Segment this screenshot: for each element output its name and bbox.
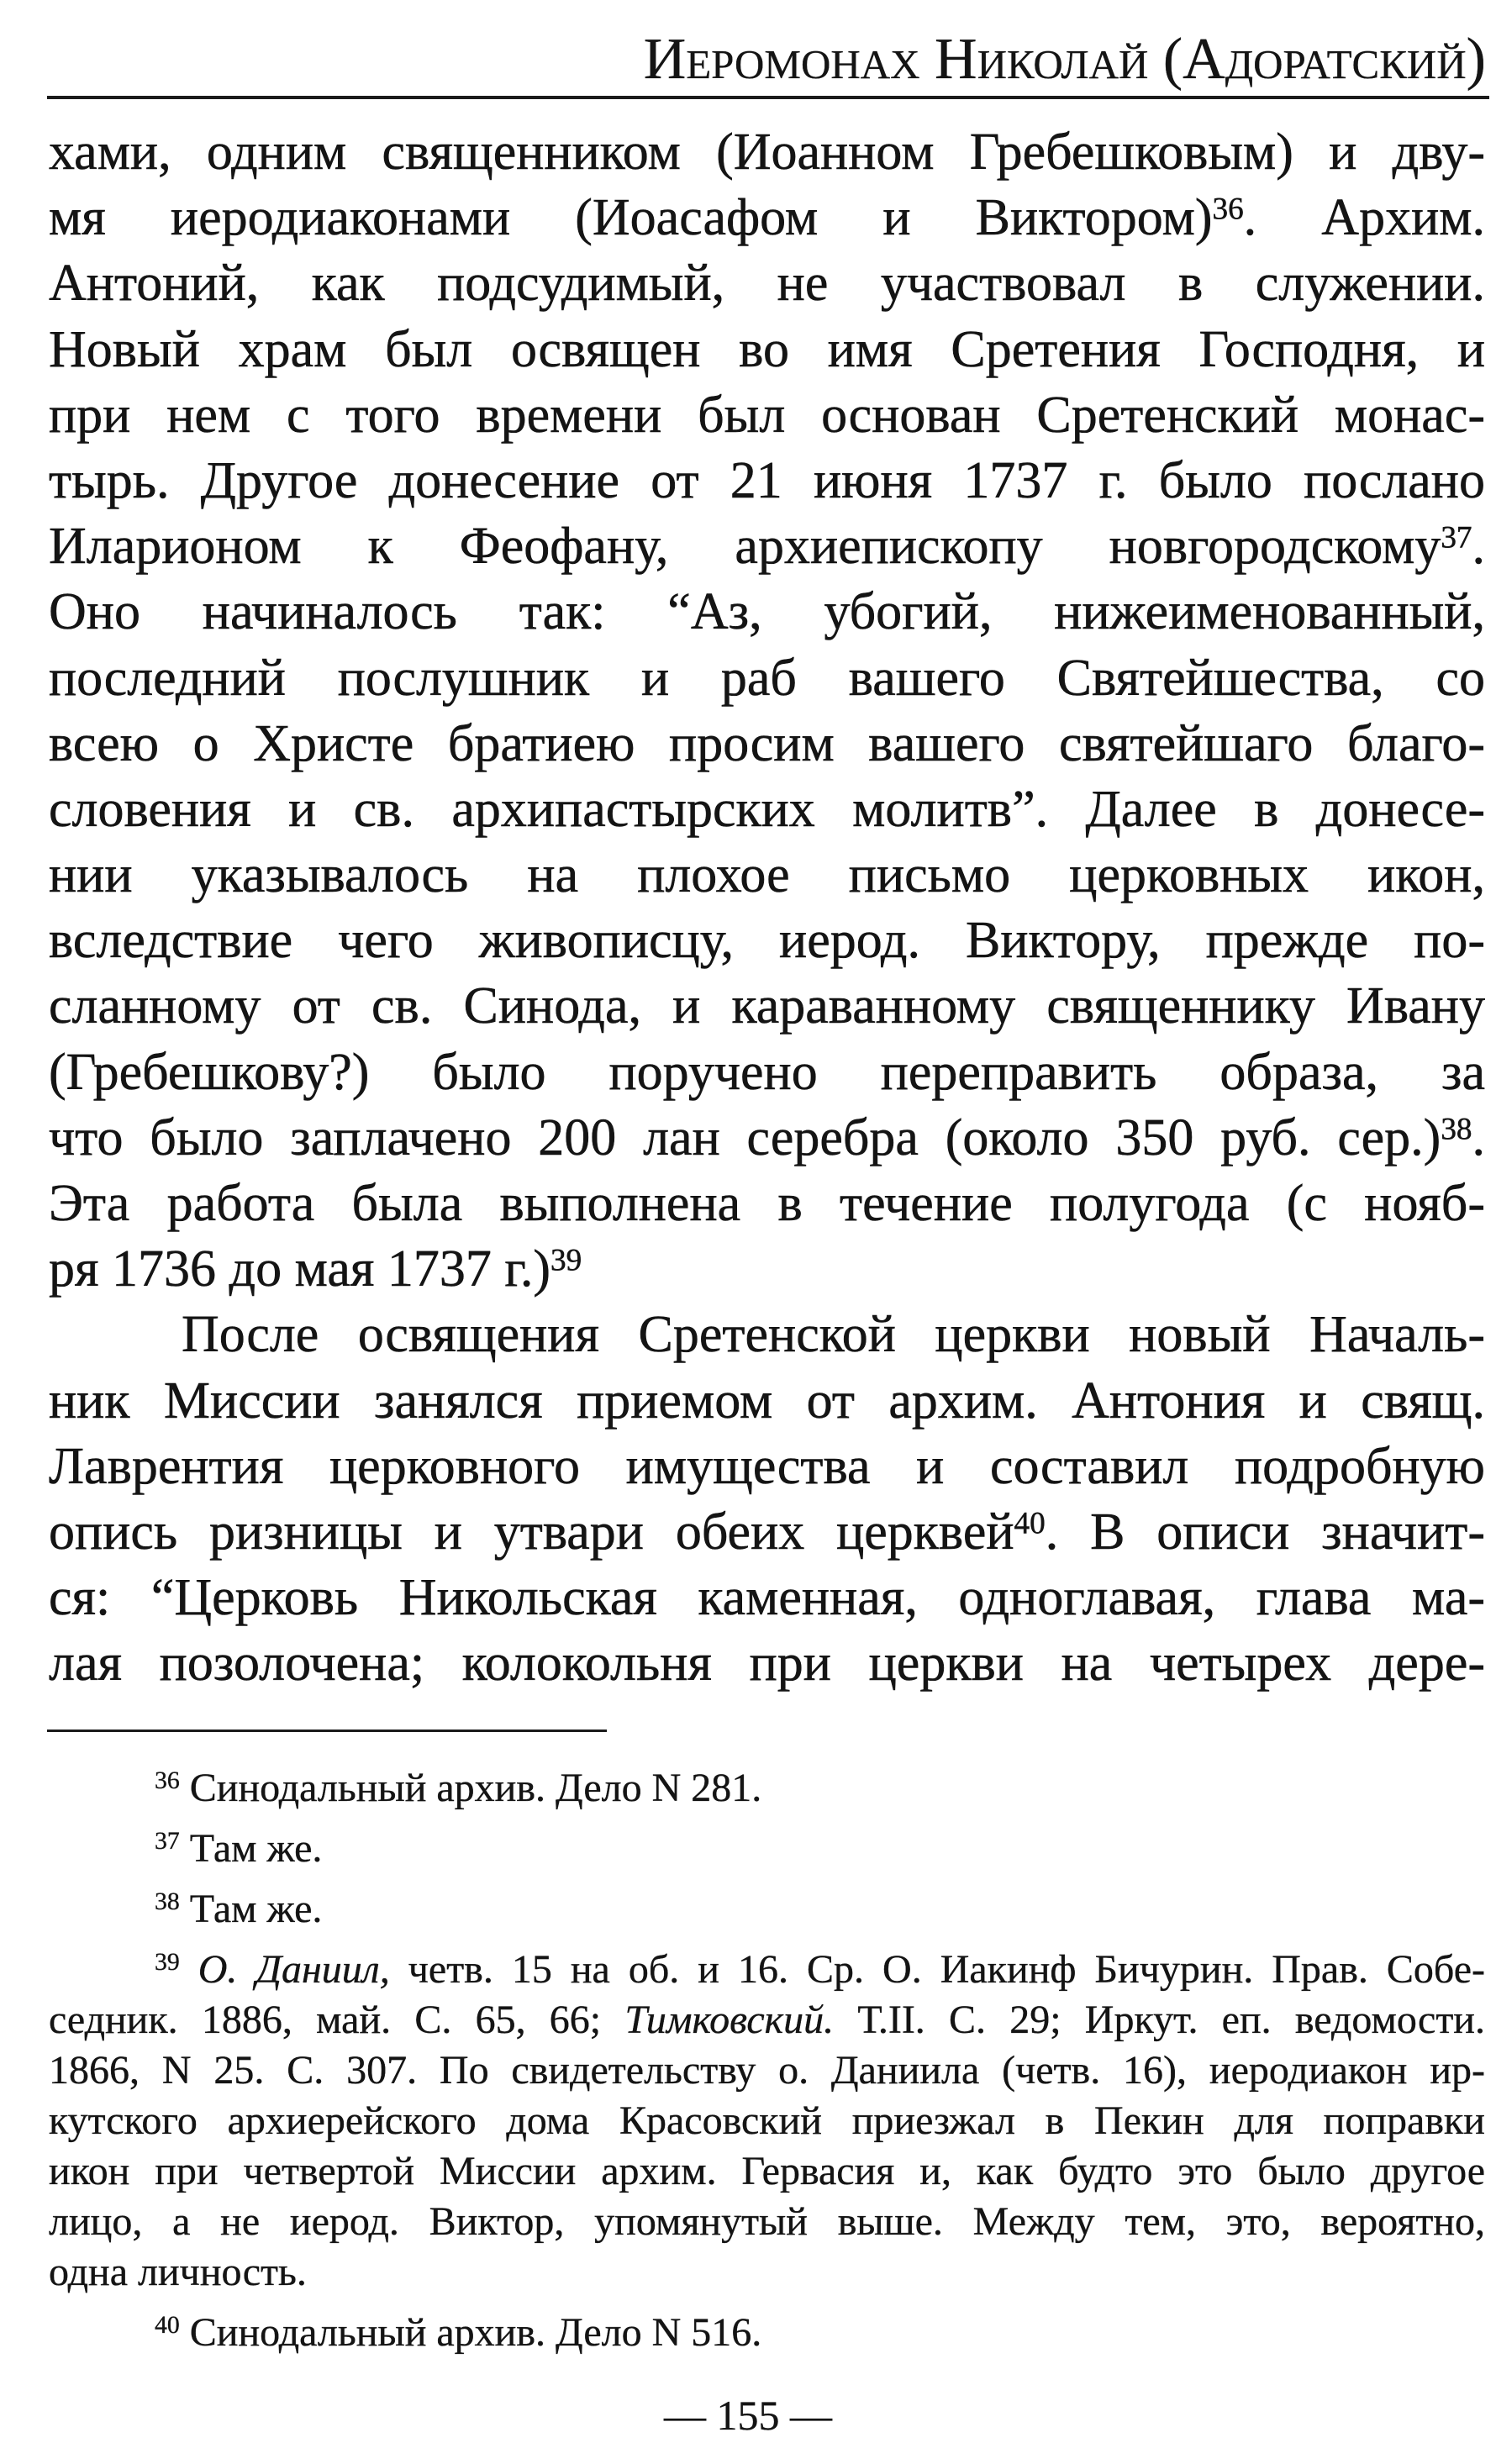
body-line <box>49 1171 1485 1236</box>
footnote-mark: 39 <box>155 1948 180 1977</box>
footnote-text-after: Т.II. С. 29; Иркут. еп. ведомости. <box>834 1998 1485 2042</box>
line-text: словения и св. архипастырских молитв”. Далее в донесе- <box>49 780 1485 838</box>
footnote <box>49 1824 1485 1874</box>
body-line <box>49 185 1485 250</box>
footnote-mark: 37 <box>155 1827 180 1856</box>
body-line <box>49 1434 1485 1499</box>
body-line <box>49 777 1485 842</box>
footnote-line <box>49 2096 1485 2146</box>
footnote-line <box>49 2197 1485 2247</box>
line-text: ник Миссии занялся приемом от архим. Антония и свящ. <box>49 1372 1485 1429</box>
footnote-text: Там же. <box>189 1887 323 1931</box>
footnote-italic: Тимковский. <box>624 1998 835 2042</box>
footnote-separator <box>47 1730 607 1732</box>
line-text: всею о Христе братиею просим вашего святейшаго благо- <box>49 714 1485 772</box>
line-text: при нем с того времени был основан Сретенский монас- <box>49 386 1485 444</box>
footnote <box>49 2308 1485 2358</box>
body-line <box>49 1368 1485 1434</box>
page-number: — 155 — <box>664 2392 832 2439</box>
footnote-text: одна личность. <box>49 2250 307 2294</box>
header-rule <box>47 96 1489 99</box>
line-text: сланному от св. Синода, и караванному священнику Ивану <box>49 977 1485 1035</box>
body-line <box>49 908 1485 973</box>
body-text <box>49 119 1485 1697</box>
footnote-text: Синодальный архив. Дело N 281. <box>189 1766 762 1810</box>
line-text-after: . <box>1472 1108 1485 1166</box>
line-text: Эта работа была выполнена в течение полугода (с нояб- <box>49 1175 1485 1232</box>
line-text-after: . В описи значит- <box>1045 1503 1485 1561</box>
footnote-line <box>49 2045 1485 2096</box>
body-line <box>49 579 1485 645</box>
body-line <box>49 382 1485 448</box>
footnote-mark: 38 <box>155 1887 180 1916</box>
footnote-mark: 40 <box>155 2311 180 2340</box>
body-line <box>49 1565 1485 1630</box>
body-line <box>49 1105 1485 1171</box>
body-line <box>49 1302 1485 1367</box>
footnote <box>49 1884 1485 1935</box>
body-line <box>49 973 1485 1039</box>
footnote-text: Синодальный архив. Дело N 516. <box>189 2310 762 2355</box>
line-text: Оно начиналось так: “Аз, убогий, нижеименованный, <box>49 583 1485 641</box>
running-head: Иеромонах Николай (Адоратский) <box>643 27 1486 92</box>
line-text: вследствие чего живописцу, иерод. Виктору, прежде по- <box>49 912 1485 970</box>
body-line <box>49 1040 1485 1105</box>
footnote-text: седник. 1886, май. С. 65, 66; <box>49 1998 625 2042</box>
footnote <box>49 1945 1485 2298</box>
line-text: Антоний, как подсудимый, не участвовал в служении. <box>49 255 1485 313</box>
line-text-after: . <box>1472 518 1485 576</box>
footnote-line <box>49 1763 1485 1814</box>
footnote-line <box>49 1995 1485 2045</box>
footnote-line <box>49 2247 1485 2298</box>
line-text: ся: “Церковь Никольская каменная, одноглавая, глава ма- <box>49 1569 1485 1627</box>
footnote-text: 1866, N 25. С. 307. По свидетельству о. Даниила (четв. 16), иеродиакон ир- <box>49 2048 1485 2093</box>
line-text: (Гребешкову?) было поручено переправить образа, за <box>49 1043 1485 1101</box>
footnote-line <box>49 1824 1485 1874</box>
line-text: нии указывалось на плохое письмо церковных икон, <box>49 846 1485 904</box>
footnote-mark: 36 <box>155 1766 180 1795</box>
line-text: Иларионом к Феофану, архиепископу новгородскому <box>49 518 1441 576</box>
line-text: Лаврентия церковного имущества и составил подробную <box>49 1437 1485 1495</box>
line-text: ря 1736 до мая 1737 г.) <box>49 1240 550 1298</box>
line-text: лая позолочена; колокольня при церкви на четырех дере- <box>49 1635 1485 1693</box>
body-line <box>49 448 1485 513</box>
line-text: мя иеродиаконами (Иоасафом и Виктором) <box>49 189 1213 247</box>
footnote-ref: 39 <box>550 1243 582 1278</box>
footnote <box>49 1763 1485 1814</box>
footnote-line <box>49 2308 1485 2358</box>
line-text: опись ризницы и утвари обеих церквей <box>49 1503 1014 1561</box>
line-text: хами, одним священником (Иоанном Гребешковым) и дву- <box>49 124 1485 181</box>
body-line <box>49 250 1485 316</box>
footnote-text: лицо, а не иерод. Виктор, упомянутый выше. Между тем, это, вероятно, <box>49 2199 1485 2244</box>
body-line <box>49 711 1485 777</box>
body-line <box>49 1499 1485 1565</box>
footnote-line <box>49 2146 1485 2197</box>
footnote-text: кутского архиерейского дома Красовский приезжал в Пекин для поправки <box>49 2098 1485 2143</box>
body-line <box>49 513 1485 579</box>
footnotes <box>49 1763 1485 2368</box>
footnote-ref: 40 <box>1014 1506 1046 1541</box>
footnote-ref: 37 <box>1441 520 1472 555</box>
footnote-italic: О. Даниил, <box>198 1947 390 1992</box>
line-text: что было заплачено 200 лан серебра (около 350 руб. сер.) <box>49 1108 1441 1166</box>
footnote-ref: 36 <box>1212 192 1244 227</box>
footnote-line <box>49 1945 1485 1995</box>
body-line <box>49 1630 1485 1696</box>
line-text: Новый храм был освящен во имя Сретения Господня, и <box>49 320 1485 378</box>
footnote-text: Там же. <box>189 1826 323 1871</box>
footnote-text: четв. 15 на об. и 16. Ср. О. Иакинф Бичурин. Прав. Собе- <box>389 1947 1486 1992</box>
body-line <box>49 119 1485 185</box>
line-text: последний послушник и раб вашего Святейшества, со <box>49 649 1485 707</box>
footnote-text: икон при четвертой Миссии архим. Гервасия и, как будто это было другое <box>49 2149 1485 2193</box>
body-line <box>49 317 1485 382</box>
line-text-after: . Архим. <box>1243 189 1485 247</box>
line-text: После освящения Сретенской церкви новый Началь- <box>182 1306 1485 1364</box>
footnote-line <box>49 1884 1485 1935</box>
body-line <box>49 645 1485 711</box>
line-text: тырь. Другое донесение от 21 июня 1737 г. было послано <box>49 451 1485 509</box>
body-line <box>49 842 1485 908</box>
footnote-ref: 38 <box>1441 1112 1472 1147</box>
body-line <box>49 1236 1485 1302</box>
